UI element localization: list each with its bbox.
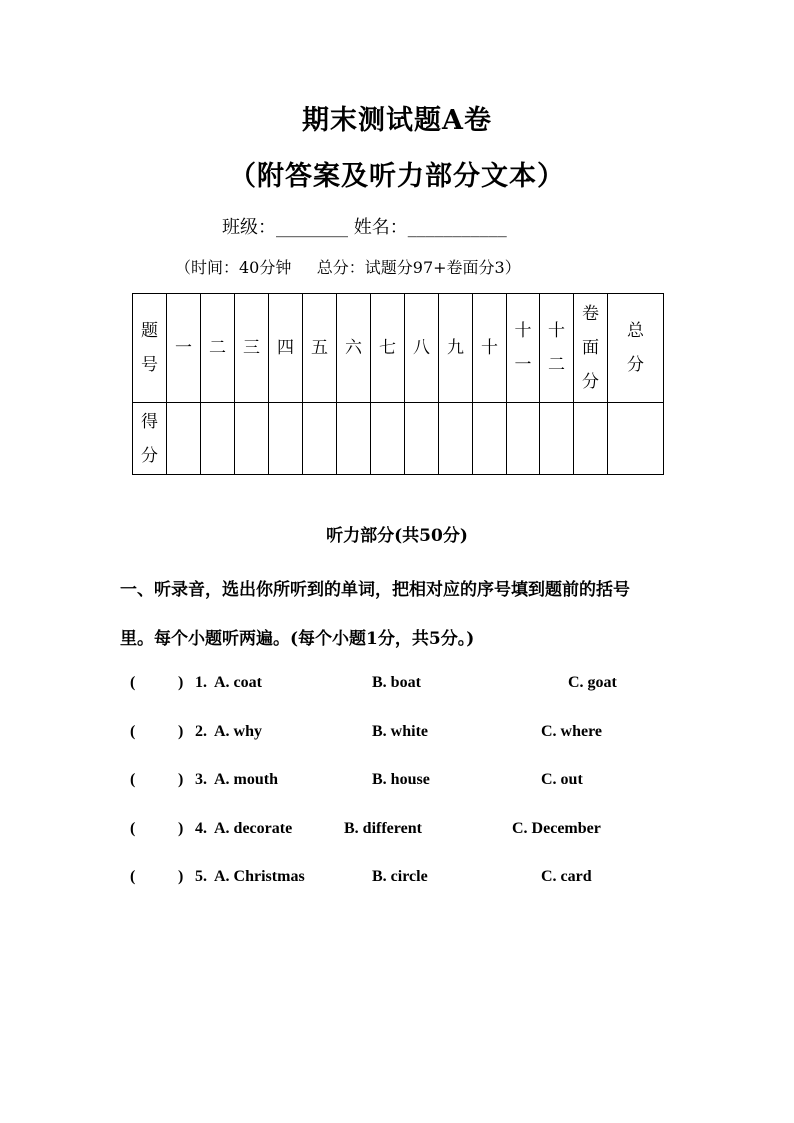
option-c: C. where (541, 723, 603, 740)
answer-paren-open[interactable]: ( (130, 674, 136, 691)
question-number: 2. (195, 723, 207, 740)
answer-paren-close: ) (178, 674, 184, 691)
question-number: 4. (195, 820, 207, 837)
column-header-text: 分 (582, 372, 599, 392)
column-header-text: 十 (481, 338, 498, 358)
column-header-8 (405, 294, 439, 403)
name-field[interactable]: ___________ (407, 217, 507, 238)
section-instruction-line-1: 一、听录音，选出你所听到的单词，把相对应的序号填到题前的括号 (120, 580, 630, 600)
option-b: B. boat (372, 674, 421, 691)
answer-paren-open[interactable]: ( (130, 868, 136, 885)
score-cell[interactable] (269, 403, 303, 475)
column-header-text: 八 (413, 338, 430, 358)
column-header-text: 一 (514, 355, 532, 375)
column-header-10 (473, 294, 507, 403)
score-cell[interactable] (507, 403, 540, 475)
column-header-page-neatness (574, 294, 608, 403)
score-table (132, 293, 664, 475)
score-cell[interactable] (337, 403, 371, 475)
column-header-7 (371, 294, 405, 403)
option-b: B. house (372, 771, 430, 788)
option-c: C. December (512, 820, 601, 837)
column-header-11 (507, 294, 540, 403)
option-c: C. card (541, 868, 592, 885)
score-table-header-row (133, 294, 664, 403)
header-label-char: 号 (141, 355, 158, 375)
score-cell[interactable] (439, 403, 473, 475)
score-cell[interactable] (405, 403, 439, 475)
column-header-text: 面 (582, 338, 599, 358)
column-header-text: 总 (627, 321, 644, 341)
answer-paren-close: ) (178, 723, 184, 740)
option-b: B. different (344, 820, 422, 837)
page-subtitle: （附答案及听力部分文本） (229, 161, 565, 192)
score-cell[interactable] (303, 403, 337, 475)
option-a: A. decorate (214, 820, 293, 837)
option-c: C. goat (568, 674, 617, 691)
answer-paren-open[interactable]: ( (130, 820, 136, 837)
option-a: A. Christmas (214, 868, 305, 885)
question-row (0, 771, 794, 795)
column-header-6 (337, 294, 371, 403)
score-cell[interactable] (540, 403, 574, 475)
score-cell[interactable] (201, 403, 235, 475)
answer-paren-close: ) (178, 868, 184, 885)
column-header-text: 七 (379, 338, 396, 358)
column-header-text: 十 (514, 321, 532, 341)
column-header-text: 十 (548, 321, 565, 341)
question-row (0, 674, 794, 698)
column-header-12 (540, 294, 574, 403)
column-header-text: 五 (311, 338, 328, 358)
column-header-text: 卷 (582, 304, 599, 324)
option-a: A. coat (214, 674, 262, 691)
time-and-score-info: （时间：40分钟 总分：试题分97+卷面分3） (175, 258, 521, 277)
score-cell[interactable] (371, 403, 405, 475)
score-label-char: 分 (141, 445, 158, 466)
option-a: A. mouth (214, 771, 279, 788)
column-header-5 (303, 294, 337, 403)
score-label-cell (133, 403, 167, 475)
column-header-3 (235, 294, 269, 403)
score-cell-total[interactable] (608, 403, 664, 475)
column-header-1 (167, 294, 201, 403)
score-cell[interactable] (574, 403, 608, 475)
column-header-4 (269, 294, 303, 403)
column-header-text: 三 (243, 338, 260, 358)
column-header-text: 一 (175, 338, 192, 358)
option-b: B. circle (372, 868, 428, 885)
column-header-9 (439, 294, 473, 403)
score-label-char: 得 (141, 411, 158, 432)
question-row (0, 868, 794, 892)
score-cell[interactable] (235, 403, 269, 475)
column-header-text: 二 (548, 355, 565, 375)
section-instruction-line-2: 里。每个小题听两遍。(每个小题1分，共5分。) (120, 629, 475, 649)
score-cell[interactable] (473, 403, 507, 475)
answer-paren-open[interactable]: ( (130, 771, 136, 788)
question-row (0, 723, 794, 747)
score-table-score-row (133, 403, 664, 475)
option-c: C. out (541, 771, 583, 788)
section-title: 听力部分(共50分) (326, 526, 468, 546)
question-number: 1. (195, 674, 207, 691)
answer-paren-open[interactable]: ( (130, 723, 136, 740)
column-header-2 (201, 294, 235, 403)
answer-paren-close: ) (178, 771, 184, 788)
question-number: 3. (195, 771, 207, 788)
option-a: A. why (214, 723, 263, 740)
header-label-char: 题 (141, 321, 158, 341)
option-b: B. white (372, 723, 428, 740)
class-label: 班级： (222, 217, 276, 238)
column-header-text: 四 (277, 338, 294, 358)
question-number: 5. (195, 868, 207, 885)
question-row (0, 820, 794, 844)
answer-paren-close: ) (178, 820, 184, 837)
name-label: 姓名： (353, 217, 408, 238)
score-cell[interactable] (167, 403, 201, 475)
column-header-text: 九 (447, 338, 464, 358)
column-header-text: 六 (345, 338, 362, 358)
page-title: 期末测试题A卷 (302, 105, 492, 136)
column-header-text: 分 (627, 355, 644, 375)
class-field[interactable]: ________ (276, 217, 348, 238)
column-header-text: 二 (209, 338, 226, 358)
student-info (222, 213, 507, 239)
header-label-cell (133, 294, 167, 403)
column-header-total (608, 294, 664, 403)
